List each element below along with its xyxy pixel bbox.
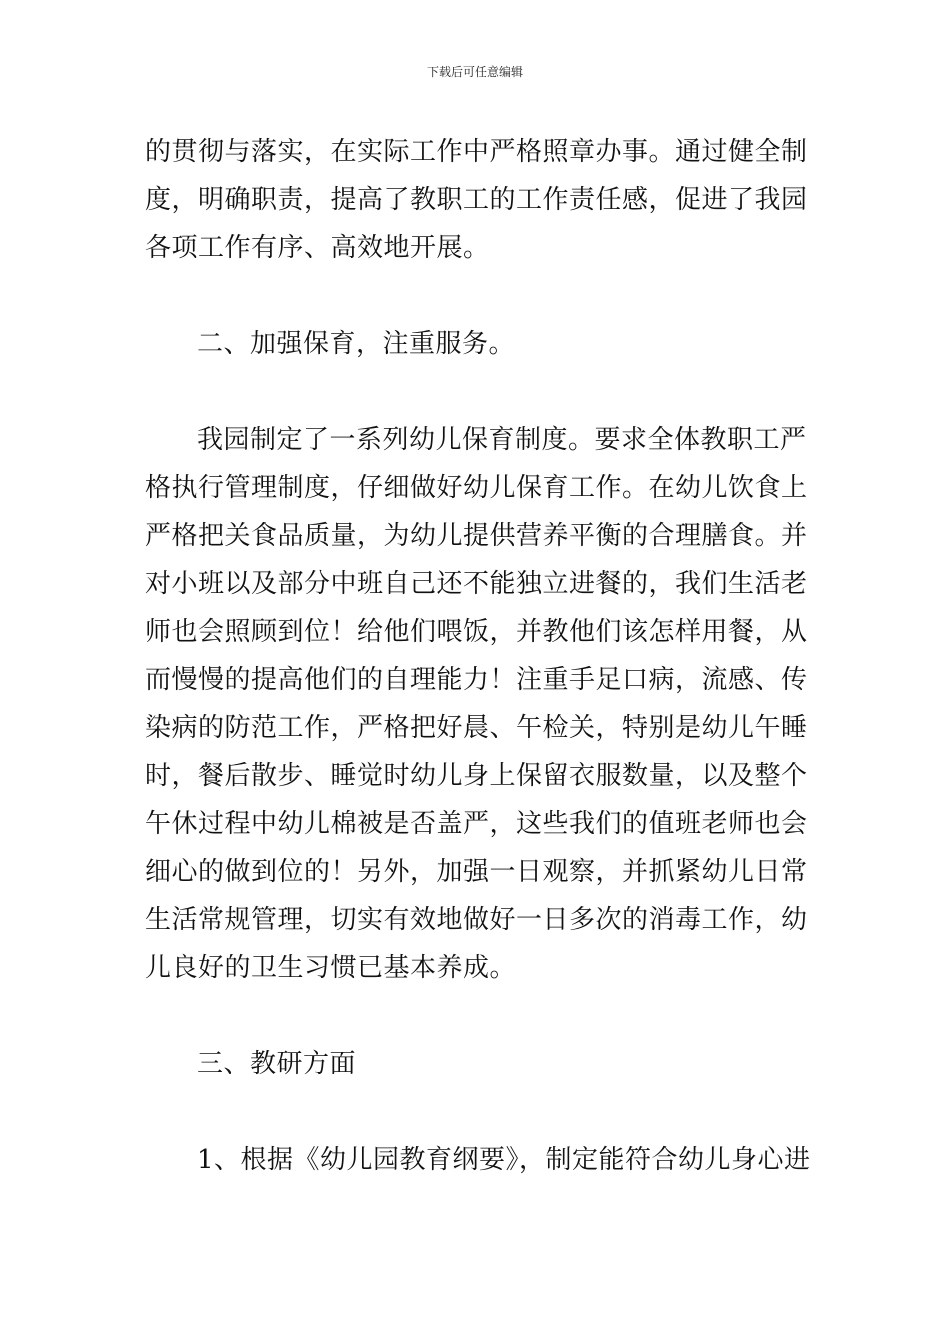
paragraph-line: 生活常规管理，切实有效地做好一日多次的消毒工作，幼	[145, 905, 808, 935]
section-heading-2: 二、加强保育，注重服务。	[197, 329, 516, 359]
paragraph-line: 格执行管理制度，仔细做好幼儿保育工作。在幼儿饮食上	[145, 473, 808, 503]
paragraph-line: 时，餐后散步、睡觉时幼儿身上保留衣服数量，以及整个	[145, 761, 808, 791]
page-header: 下载后可任意编辑	[426, 65, 523, 79]
document-body	[145, 128, 809, 1184]
paragraph-line: 儿良好的卫生习惯已基本养成。	[145, 953, 517, 983]
paragraph-line: 细心的做到位的！另外，加强一日观察，并抓紧幼儿日常	[145, 857, 808, 887]
paragraph-line: 午休过程中幼儿棉被是否盖严，这些我们的值班老师也会	[145, 809, 808, 839]
paragraph-line: 严格把关食品质量，为幼儿提供营养平衡的合理膳食。并	[145, 521, 808, 551]
paragraph-1	[145, 128, 809, 272]
paragraph-line: 各项工作有序、高效地开展。	[145, 233, 490, 263]
paragraph-line: 我园制定了一系列幼儿保育制度。要求全体教职工严	[197, 425, 807, 455]
paragraph-line: 染病的防范工作，严格把好晨、午检关，特别是幼儿午睡	[145, 713, 808, 743]
paragraph-line: 对小班以及部分中班自己还不能独立进餐的，我们生活老	[145, 569, 808, 599]
paragraph-line: 1、根据《幼儿园教育纲要》，制定能符合幼儿身心进	[197, 1145, 811, 1175]
paragraph-line: 的贯彻与落实，在实际工作中严格照章办事。通过健全制	[145, 137, 808, 167]
section-heading-3: 三、教研方面	[197, 1049, 357, 1079]
paragraph-2	[145, 416, 809, 992]
paragraph-line: 度，明确职责，提高了教职工的工作责任感，促进了我园	[145, 185, 808, 215]
paragraph-line: 师也会照顾到位！给他们喂饭，并教他们该怎样用餐，从	[145, 617, 808, 647]
paragraph-3	[145, 1136, 809, 1184]
paragraph-line: 而慢慢的提高他们的自理能力！注重手足口病，流感、传	[145, 665, 808, 695]
